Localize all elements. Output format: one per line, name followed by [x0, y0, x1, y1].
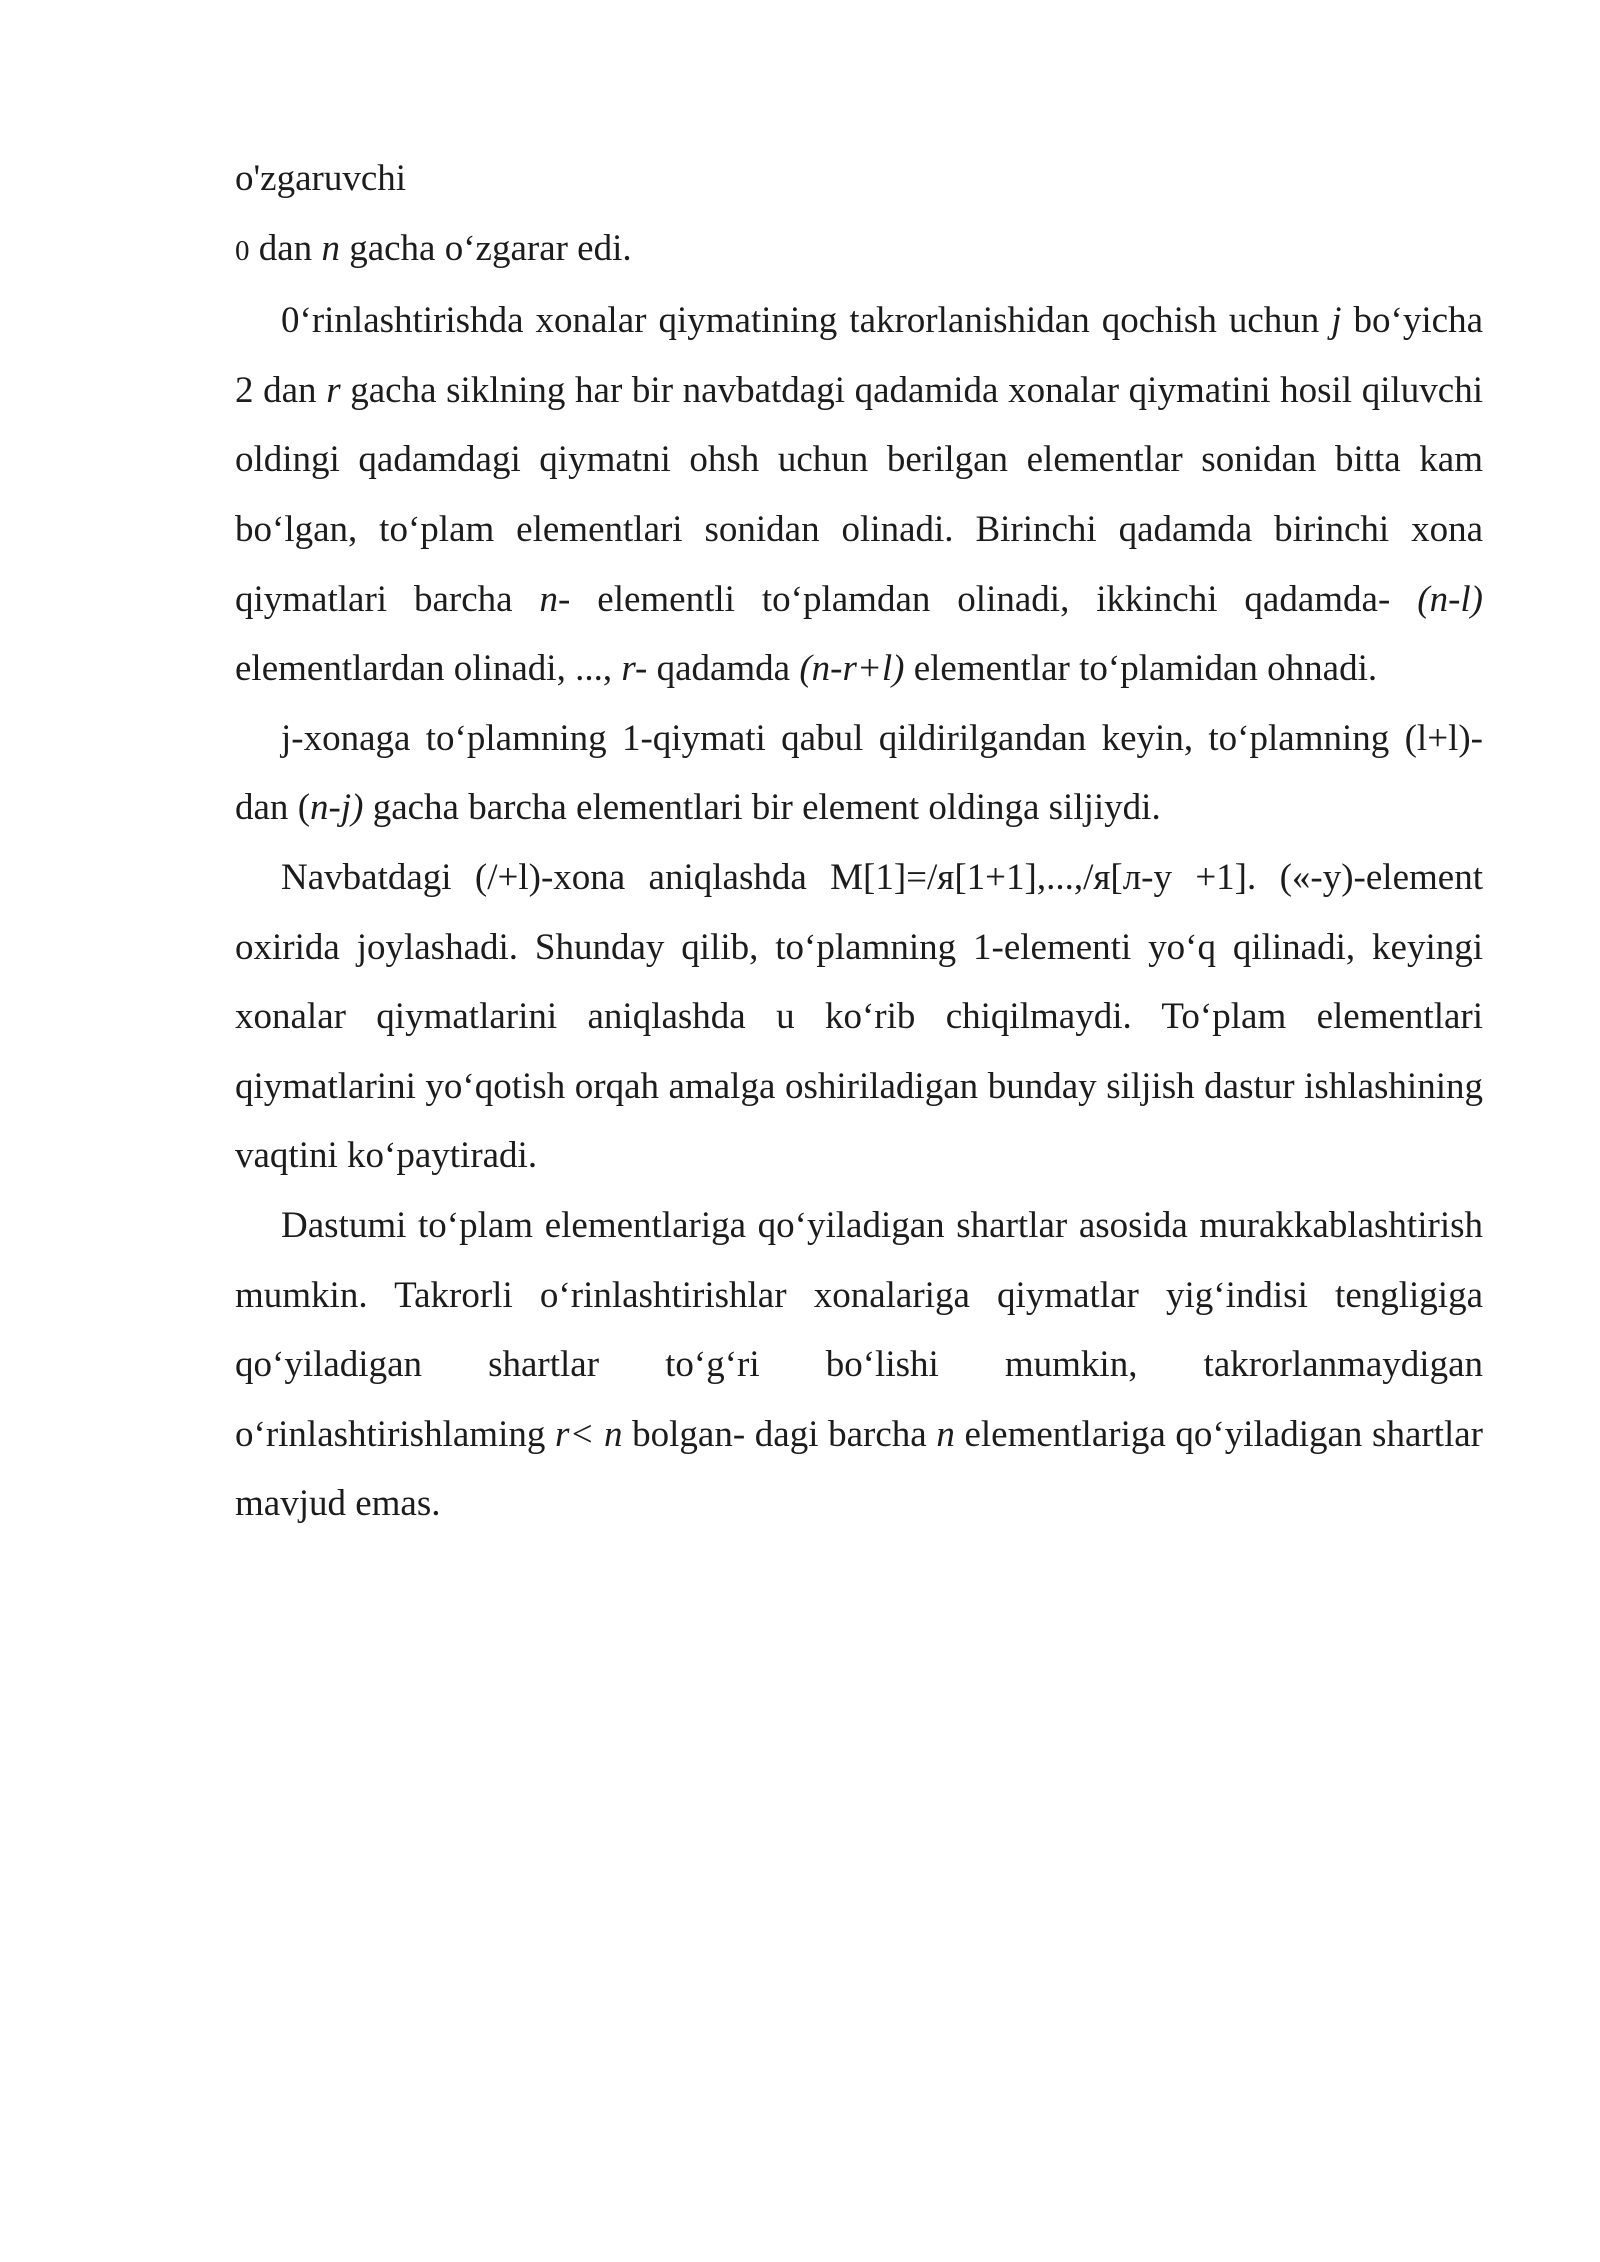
text-fragment: Dastumi to‘plam elementlariga qo‘yiladigan shartlar asosida murakkablashtirish mumkin. Takrorli o‘rinlashtirishlar xonalariga qiymatlar yig‘indisi tengligiga qo‘yiladigan shartlar to‘g‘ri bo‘lishi mumkin, takrorlanmaydigan o‘rinlashtirishlaming — [235, 1204, 1483, 1455]
text-fragment: gacha barcha elementlari bir element oldinga siljiydi. — [363, 787, 1161, 829]
paragraph-2 — [235, 704, 1483, 843]
paragraph-1 — [235, 286, 1483, 704]
text-fragment: 0‘rinlashtirishda xonalar qiymatining takrorlanishidan qochish uchun — [281, 300, 1332, 342]
italic-variable: n-j) — [310, 787, 364, 829]
italic-variable: (n-r+l) — [799, 648, 905, 690]
paragraph-3 — [235, 843, 1483, 1191]
text-line-range — [235, 214, 1483, 287]
text-fragment: elementli to‘plamdan olinadi, ikkinchi qadamda- — [570, 578, 1418, 620]
text-fragment: bo‘yicha 2 dan — [235, 300, 1483, 411]
text-fragment: elementlariga qo‘yiladigan shartlar mavjud emas. — [235, 1413, 1483, 1525]
italic-variable: r- — [621, 648, 648, 690]
text-fragment: qadamda — [647, 648, 800, 690]
italic-variable: j — [1331, 300, 1342, 342]
text-fragment: j-xonaga to‘plamning 1-qiymati qabul qildirilgandan keyin, to‘plamning (l+l)-dan — [235, 717, 1483, 829]
italic-variable: r — [326, 369, 341, 411]
text-fragment: 0 — [235, 234, 250, 267]
italic-variable: r< — [554, 1413, 595, 1455]
italic-variable: n- — [539, 578, 571, 620]
text-fragment: gacha siklning har bir navbatdagi qadamida xonalar qiymatini hosil qiluvchi oldingi qadamdagi qiymatni ohsh uchun berilgan elementlar sonidan bitta kam bo‘lgan, to‘plam elementlari sonidan olinadi. Birinchi qadamda birinchi xona qiymatlari barcha — [235, 369, 1483, 620]
text-fragment: Navbatdagi (/+l)-xona aniqlashda M[1]=/я[1+1],...,/я[л-у +1]. («-у)-element oxirida joylashadi. Shunday qilib, to‘plamning 1-elementi yo‘q qilinadi, keyingi xonalar qiymatlarini aniqlashda u ko‘rib chiqilmaydi. To‘plam elementlari qiymatlarini yo‘qotish orqah amalga oshiriladigan bunday siljish dastur ishlashining vaqtini ko‘paytiradi. — [235, 856, 1483, 1177]
text-fragment: dan — [249, 227, 322, 269]
text-fragment: o'zgaruvchi — [235, 158, 407, 199]
italic-variable: (n-l) — [1417, 578, 1483, 620]
document-body — [235, 144, 1483, 1539]
text-fragment — [594, 1414, 604, 1455]
text-fragment: bolgan- dagi barcha — [622, 1413, 937, 1455]
text-fragment: ( — [297, 787, 311, 829]
text-fragment: gacha o‘zgarar edi. — [339, 227, 632, 269]
italic-variable: n — [321, 227, 340, 269]
italic-variable: n — [936, 1413, 955, 1455]
italic-variable: n — [604, 1413, 623, 1455]
paragraph-4 — [235, 1191, 1483, 1539]
text-line-variable — [235, 144, 1483, 214]
text-fragment: elementlar to‘plamidan ohnadi. — [904, 648, 1378, 690]
text-fragment: elementlardan olinadi, ..., — [235, 648, 622, 690]
